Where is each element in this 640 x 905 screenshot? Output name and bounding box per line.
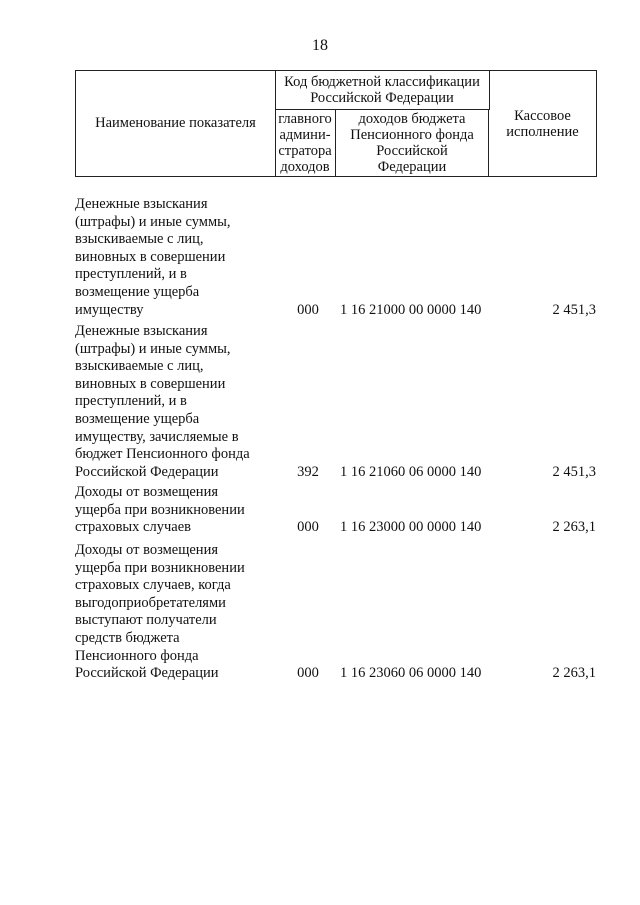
header-name-label: Наименование показателя — [95, 115, 256, 131]
header-code-group-label: Код бюджетной классификации Российской Федерации — [284, 74, 480, 106]
header-revenue-code-label: доходов бюджета Пенсионного фонда Российской Федерации — [350, 111, 474, 175]
header-admin-label: главного админи- стратора доходов — [278, 111, 332, 175]
row-admin-code: 392 — [297, 464, 319, 481]
header-name-column — [76, 71, 276, 176]
table-header — [75, 70, 597, 177]
row-budget-code: 1 16 23000 00 0000 140 — [340, 519, 482, 536]
row-admin-code: 000 — [297, 302, 319, 319]
row-budget-code: 1 16 21060 06 0000 140 — [340, 464, 482, 481]
row-admin-code: 000 — [297, 665, 319, 682]
table-row — [0, 196, 640, 320]
row-name: Доходы от возмещения ущерба при возникновении страховых случаев, когда выгодоприобретателями выступают получатели средств бюджета Пенсионного фонда Российской Федерации — [75, 542, 245, 682]
header-revenue-code-column — [336, 109, 489, 176]
row-amount: 2 263,1 — [552, 665, 596, 682]
table-row — [0, 542, 640, 683]
row-budget-code: 1 16 23060 06 0000 140 — [340, 665, 482, 682]
header-execution-column — [489, 71, 596, 176]
page-number: 18 — [312, 37, 328, 54]
row-amount: 2 451,3 — [552, 464, 596, 481]
row-name: Денежные взыскания (штрафы) и иные суммы, взыскиваемые с лиц, виновных в совершении преступлений, и в возмещение ущерба имуществу, зачисляемые в бюджет Пенсионного фонда Российской Федерации — [75, 323, 250, 480]
table-row — [0, 484, 640, 537]
header-code-group — [275, 71, 490, 110]
row-admin-code: 000 — [297, 519, 319, 536]
table-row — [0, 323, 640, 482]
row-name: Доходы от возмещения ущерба при возникновении страховых случаев — [75, 484, 245, 536]
row-amount: 2 263,1 — [552, 519, 596, 536]
row-amount: 2 451,3 — [552, 302, 596, 319]
row-budget-code: 1 16 21000 00 0000 140 — [340, 302, 482, 319]
row-name: Денежные взыскания (штрафы) и иные суммы, взыскиваемые с лиц, виновных в совершении преступлений, и в возмещение ущерба имуществу — [75, 196, 231, 318]
header-execution-label: Кассовое исполнение — [506, 107, 579, 140]
header-admin-column — [275, 109, 336, 176]
